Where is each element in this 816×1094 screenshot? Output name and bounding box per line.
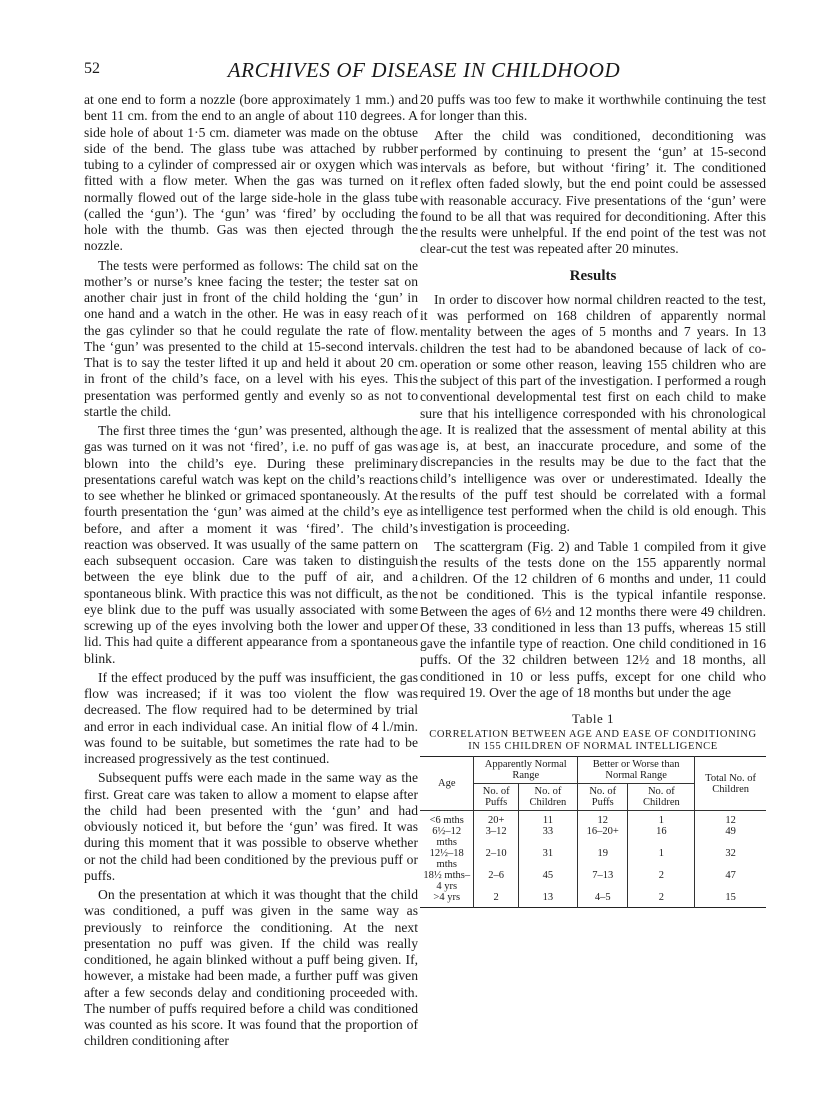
cell-other-puffs: 4–5 <box>578 892 628 908</box>
results-table <box>420 756 766 908</box>
cell-other-children: 16 <box>628 826 695 848</box>
cell-total: 49 <box>695 826 766 848</box>
paragraph: at one end to form a nozzle (bore approximately 1 mm.) and bent 11 cm. from the end to an angle of about 110 degrees. A side hole of about 1·5 cm. diameter was made on the obtuse side of the bend. The glass tube was attached by rubber tubing to a cylinder of compressed air or oxygen which was fitted with a flow meter. When the gas was turned on it normally flowed out of the large side-hole in the glass tube (called the ‘gun’). The ‘gun’ was ‘fired’ by occluding the hole with the thumb. Gas was then ejected through the nozzle. <box>84 92 418 254</box>
cell-age: <6 mths <box>429 815 464 827</box>
cell-normal-puffs: 2–6 <box>474 870 518 892</box>
table-row <box>420 892 766 908</box>
cell-normal-puffs: 2 <box>474 892 518 908</box>
paragraph: 20 puffs was too few to make it worthwhile continuing the test for longer than this. <box>420 92 766 124</box>
cell-age: >4 yrs <box>433 892 461 904</box>
header-group-normal: Apparently Normal Range <box>474 757 578 784</box>
table-caption: CORRELATION BETWEEN AGE AND EASE OF CONDITIONING IN 155 CHILDREN OF NORMAL INTELLIGENCE <box>429 729 757 752</box>
cell-other-puffs: 16–20+ <box>578 826 628 848</box>
cell-normal-children: 33 <box>518 826 577 848</box>
section-heading-results: Results <box>569 267 617 284</box>
paragraph: The tests were performed as follows: The child sat on the mother’s or nurse’s knee facing the tester; the tester sat on another chair just in front of the child holding the ‘gun’ in one hand and a watch in the other. He was in easy reach of the gas cylinder so that he could regulate the rate of flow. The ‘gun’ was presented to the child at 15-second intervals. That is to say the tester lifted it up and held it about 20 cm. in front of the child’s face, on a level with his eyes. This presentation was performed gently and evenly so as not to startle the child. <box>84 257 418 419</box>
left-column <box>84 92 418 1050</box>
right-column <box>420 92 766 908</box>
header-normal-puffs: No. of Puffs <box>474 784 518 811</box>
paragraph: On the presentation at which it was thought that the child was conditioned, a puff was given in the same way as previously to reinforce the conditioning. At the next presentation no puff was given. If the child was really conditioned, he again blinked without a puff being given. If, however, a mistake had been made, a further puff was given after a few seconds delay and conditioning proceeded with. The number of puffs required before a child was conditioned was counted as his score. It was found that the proportion of children conditioning after <box>84 887 418 1049</box>
paragraph: After the child was conditioned, deconditioning was performed by continuing to present the ‘gun’ at 15-second intervals as before, but without ‘firing’ it. The conditioned reflex often faded slowly, but the end point could be assessed with reasonable accuracy. Five presentations of the ‘gun’ were found to be all that was required for deconditioning. After this the results were unhelpful. If the end point of the test was not clear-cut the test was repeated after 20 minutes. <box>420 127 766 257</box>
cell-total: 47 <box>695 870 766 892</box>
table-row <box>420 848 766 870</box>
header-normal-children: No. of Children <box>518 784 577 811</box>
cell-normal-children: 45 <box>518 870 577 892</box>
cell-total: 12 <box>695 815 766 826</box>
header-age: Age <box>437 778 456 790</box>
cell-normal-puffs: 3–12 <box>474 826 518 848</box>
header-other-children: No. of Children <box>628 784 695 811</box>
cell-other-children: 2 <box>628 892 695 908</box>
cell-other-children: 1 <box>628 815 695 826</box>
paragraph: The scattergram (Fig. 2) and Table 1 compiled from it give the results of the tests done on the 155 apparently normal children. Of the 12 children of 6 months and under, 11 could not be conditioned. This is the typical infantile response. Between the ages of 6½ and 12 months there were 49 children. Of these, 33 conditioned in less than 13 puffs, whereas 15 still gave the infantile type of reaction. One child conditioned in 16 puffs. Of the 32 children between 12½ and 18 months, all conditioned in 10 or less puffs, except for one child who required 19. Over the age of 18 months but under the age <box>420 538 766 700</box>
cell-total: 15 <box>695 892 766 908</box>
cell-normal-puffs: 2–10 <box>474 848 518 870</box>
paragraph: The first three times the ‘gun’ was presented, although the gas was turned on it was not ‘fired’, i.e. no puff of gas was blown into the child’s eye. During these preliminary presentations careful watch was kept on the child’s reactions to see whether he blinked or grimaced spontaneously. At the fourth presentation the ‘gun’ was aimed at the child’s eye as before, and after a moment it was ‘fired’. The child’s reaction was observed. It was usually of the same pattern on each subsequent occasion. Care was taken to distinguish between the eye blink due to the puff of air, and a spontaneous blink. With practice this was not difficult, as the eye blink due to the puff was usually associated with some screwing up of the eyes involving both the lower and upper lid. This had quite a different appearance from a spontaneous blink. <box>84 423 418 666</box>
cell-other-children: 2 <box>628 870 695 892</box>
journal-title: ARCHIVES OF DISEASE IN CHILDHOOD <box>227 58 621 82</box>
cell-normal-children: 11 <box>518 815 577 826</box>
cell-other-children: 1 <box>628 848 695 870</box>
paragraph: If the effect produced by the puff was insufficient, the gas flow was increased; if it was too violent the flow was decreased. The flow required had to be determined by trial and error in each individual case. An initial flow of 4 l./min. was found to be suitable, but sometimes the rate had to be increased progressively as the test continued. <box>84 669 418 766</box>
header-group-other: Better or Worse than Normal Range <box>578 757 695 784</box>
cell-other-puffs: 7–13 <box>578 870 628 892</box>
table-row <box>420 870 766 892</box>
cell-other-puffs: 19 <box>578 848 628 870</box>
cell-normal-puffs: 20+ <box>474 815 518 826</box>
page-number: 52 <box>84 60 100 77</box>
cell-age: 18½ mths–4 yrs <box>423 870 471 893</box>
cell-total: 32 <box>695 848 766 870</box>
paragraph: Subsequent puffs were each made in the same way as the first. Great care was taken to allow a moment to elapse after the child had been presented with the ‘gun’ and had obviously noticed it, but before the ‘gun’ was fired. It was during this moment that it was possible to observe whether or not the child had been conditioned by the previous puff or puffs. <box>84 770 418 883</box>
table-label: Table 1 <box>572 711 614 726</box>
cell-normal-children: 13 <box>518 892 577 908</box>
cell-age: 12½–18 mths <box>429 848 464 871</box>
table-row <box>420 815 766 826</box>
cell-age: 6½–12 mths <box>432 826 462 849</box>
header-other-puffs: No. of Puffs <box>578 784 628 811</box>
page-header <box>84 60 764 84</box>
cell-normal-children: 31 <box>518 848 577 870</box>
cell-other-puffs: 12 <box>578 815 628 826</box>
header-total: Total No. of Children <box>695 757 766 811</box>
paragraph: In order to discover how normal children reacted to the test, it was performed on 168 children of apparently normal mentality between the ages of 5 months and 7 years. In 13 children the test had to be abandoned because of lack of co-operation or some other reason, leaving 155 children who are the subject of this part of the investigation. I performed a rough conventional developmental test first on each child to make sure that his intelligence corresponded with his chronological age. It is realized that the assessment of mental ability at this age is, at best, an inaccurate procedure, and some of the discrepancies in the results may be due to the fact that the child’s intelligence was over or underestimated. Ideally the results of the puff test should be correlated with a formal intelligence test performed when the child is old enough. This investigation is proceeding. <box>420 291 766 535</box>
table-row <box>420 826 766 848</box>
